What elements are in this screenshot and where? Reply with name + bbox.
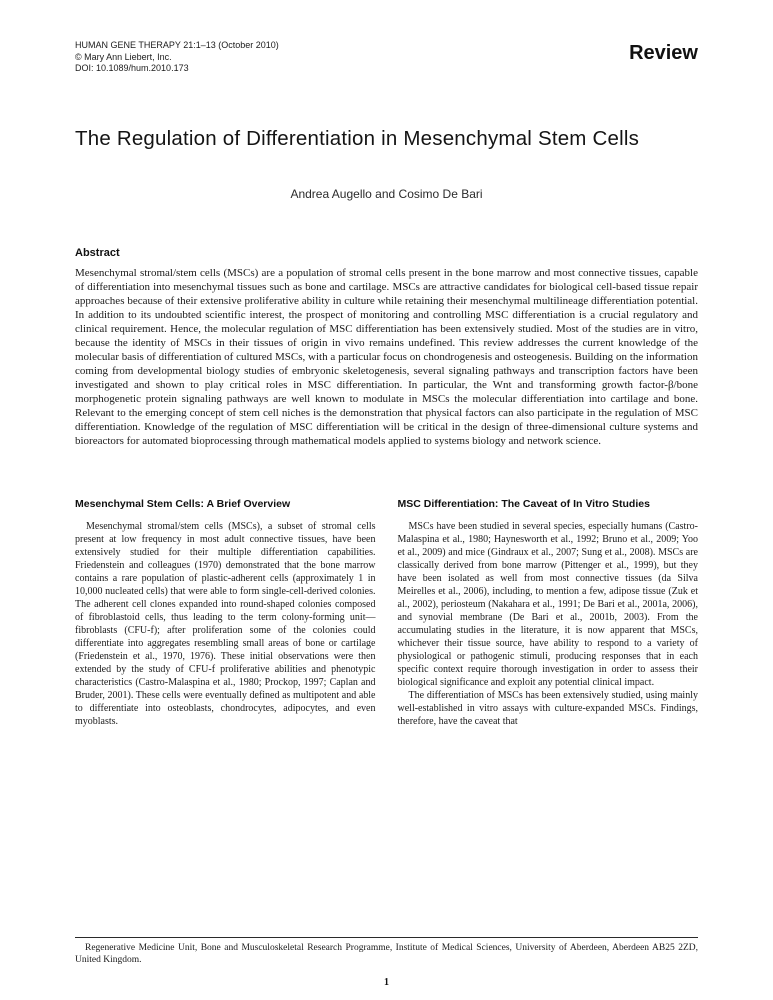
section-paragraph: MSCs have been studied in several species, especially humans (Castro-Malaspina et al., 1980; Haynesworth et al., 1992; Bruno et al., 2009; Yoo et al., 2009) and mice (Gindraux et al., 2007; Sung et al., 2008). MSCs are classically derived from bone marrow (Pittenger et al., 1999), but they have been isolated as well from most connective tissues (da Silva Meirelles et al., 2006), including, to mention a few, adipose tissue (Zuk et al., 2002), periosteum (Nakahara et al., 1991; De Bari et al., 2001a, 2006), and synovial membrane (De Bari et al., 2001b, 2003). From the accumulating studies in the literature, it is now apparent that MSCs, whichever their tissue source, have ability to respond to a variety of physiological or pathogenic stimuli, producing responses that in each specific context require thorough investigation in order to assess their biological significance and exploit any potential clinical impact. (397, 520, 698, 688)
affiliation-text: Regenerative Medicine Unit, Bone and Musculoskeletal Research Programme, Institute of Medical Sciences, University of Aberdeen, Aberdeen AB25 2ZD, United Kingdom. (75, 943, 698, 965)
article-type-label: Review (629, 42, 698, 64)
section-paragraph: Mesenchymal stromal/stem cells (MSCs), a subset of stromal cells present at low frequency in most adult connective tissues, have been extensively studied for their multiple differentiation capabilities. Friedenstein and colleagues (1970) demonstrated that the bone marrow contains a rare population of plastic-adherent cells (approximately 1 in 10,000 nucleated cells) that were able to form single-cell-derived colonies. The adherent cell clones expanded into round-shaped colonies composed of fibroblastoid cells, thus leading to the term colony-forming unit—fibroblasts (CFU-f); after proliferation some of the colonies could differentiate into aggregates resembling small areas of bone or cartilage (Friedenstein et al., 1970, 1976). These initial observations were then extended by the study of CFU-f proliferative abilities and phenotypic characteristics (Castro-Malaspina et al., 1980; Prockop, 1997; Caplan and Bruder, 2001). These cells were eventually defined as multipotent and able to differentiate into osteoblasts, chondrocytes, adipocytes, and even myoblasts. (75, 520, 376, 727)
abstract-heading: Abstract (75, 246, 120, 259)
affiliation-footnote (75, 937, 698, 966)
article-title: The Regulation of Differentiation in Mesenchymal Stem Cells (75, 126, 640, 150)
page-header (75, 40, 698, 75)
journal-citation-line: HUMAN GENE THERAPY 21:1–13 (October 2010) (75, 40, 279, 50)
section-heading-caveat: MSC Differentiation: The Caveat of In Vitro Studies (397, 497, 650, 510)
two-column-body (75, 498, 698, 728)
copyright-line: © Mary Ann Liebert, Inc. (75, 51, 172, 62)
section-heading-overview: Mesenchymal Stem Cells: A Brief Overview (75, 497, 291, 510)
authors-line: Andrea Augello and Cosimo De Bari (290, 186, 483, 201)
abstract-text: Mesenchymal stromal/stem cells (MSCs) are a population of stromal cells present in the bone marrow and most connective tissues, capable of differentiation into mesenchymal tissues such as bone and cartilage. MSCs are attractive candidates for biological cell-based tissue repair approaches because of their extensive proliferative ability in culture while retaining their mesenchymal multilineage differentiation potential. In addition to its undoubted scientific interest, the prospect of monitoring and controlling MSC differentiation is a crucial regulatory and clinical requirement. Hence, the molecular regulation of MSC differentiation has been extensively studied. Most of the studies are in vitro, because the identity of MSCs in their tissues of origin in vivo remains undefined. This review addresses the current knowledge of the molecular basis of differentiation of cultured MSCs, with a particular focus on chondrogenesis and osteogenesis. Building on the information coming from developmental biology studies of embryonic skeletogenesis, several signaling pathways and transcription factors have been investigated and shown to play critical roles in MSC differentiation. In particular, the Wnt and transforming growth factor-β/bone morphogenetic protein signaling pathways are well known to modulate in MSCs the molecular differentiation into cartilage and bone. Relevant to the emerging concept of stem cell niches is the demonstration that physical factors can also participate in the regulation of MSC differentiation. Knowledge of the regulation of MSC differentiation will be critical in the design of three-dimensional culture systems and bioreactors for automated bioprocessing through mathematical models applied to systems biology and network science. (75, 266, 698, 447)
page-number: 1 (384, 977, 389, 988)
doi-line: DOI: 10.1089/hum.2010.173 (75, 63, 189, 73)
section-paragraph: The differentiation of MSCs has been extensively studied, using mainly well-established in vitro assays with culture-expanded MSCs. Findings, therefore, have the caveat that (397, 689, 698, 727)
left-column (75, 498, 376, 728)
right-column (398, 498, 699, 728)
journal-info (75, 40, 279, 75)
